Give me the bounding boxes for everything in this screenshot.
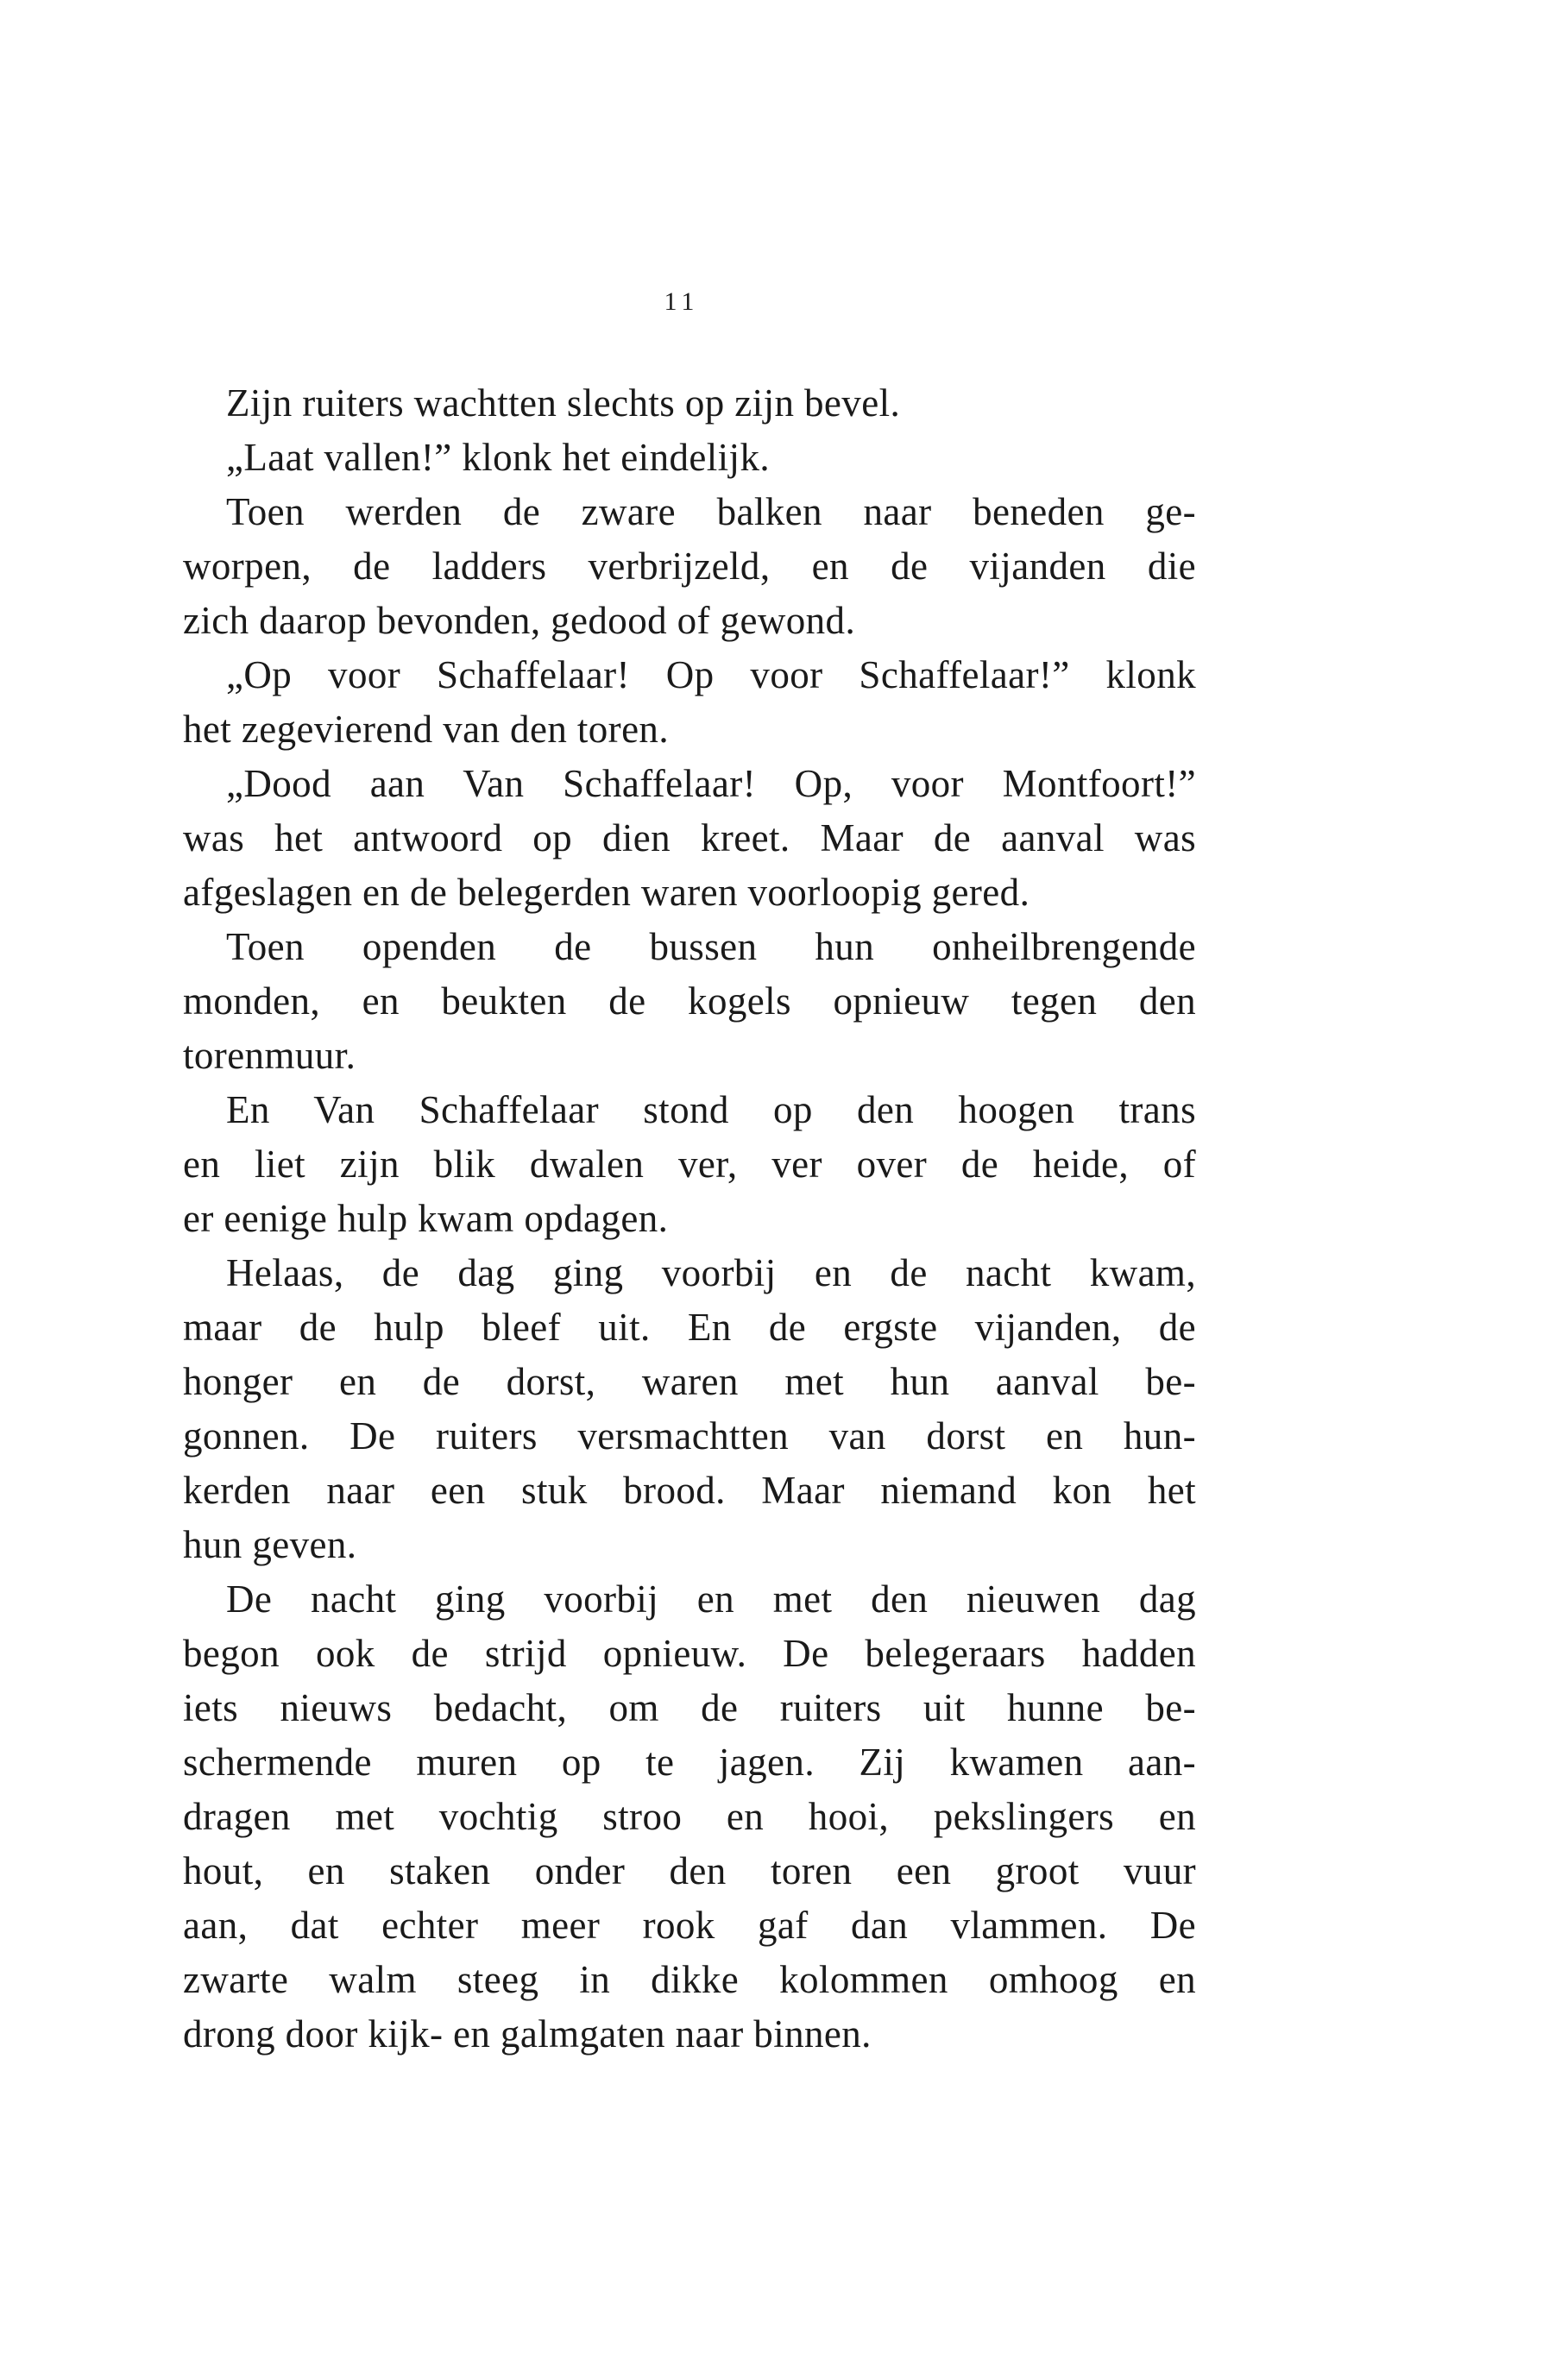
- text-line: begon ook de strijd opnieuw. De belegeraars hadden: [183, 1632, 1196, 1675]
- text-line: honger en de dorst, waren met hun aanval be-: [183, 1360, 1196, 1403]
- text-line: Helaas, de dag ging voorbij en de nacht kwam,: [226, 1251, 1196, 1294]
- text-line: het zegevierend van den toren.: [183, 708, 669, 751]
- text-line: iets nieuws bedacht, om de ruiters uit hunne be-: [183, 1686, 1196, 1729]
- text-line: hout, en staken onder den toren een groot vuur: [183, 1849, 1196, 1892]
- text-line: afgeslagen en de belegerden waren voorloopig gered.: [183, 871, 1030, 914]
- text-line: Zijn ruiters wachtten slechts op zijn bevel.: [226, 381, 901, 425]
- text-line: Toen openden de bussen hun onheilbrengende: [226, 925, 1196, 968]
- text-line: kerden naar een stuk brood. Maar niemand kon het: [183, 1469, 1196, 1512]
- page-number: 11: [664, 287, 700, 316]
- text-line: drong door kijk- en galmgaten naar binnen.: [183, 2012, 872, 2056]
- text-line: dragen met vochtig stroo en hooi, pekslingers en: [183, 1795, 1196, 1838]
- text-line: maar de hulp bleef uit. En de ergste vijanden, de: [183, 1306, 1196, 1349]
- text-line: schermende muren op te jagen. Zij kwamen aan-: [183, 1741, 1196, 1784]
- text-line: zich daarop bevonden, gedood of gewond.: [183, 599, 856, 642]
- text-line: er eenige hulp kwam opdagen.: [183, 1197, 669, 1240]
- text-line: zwarte walm steeg in dikke kolommen omhoog en: [183, 1958, 1196, 2001]
- text-line: was het antwoord op dien kreet. Maar de aanval was: [183, 816, 1196, 859]
- text-line: „Laat vallen!” klonk het eindelijk.: [226, 436, 771, 479]
- text-line: hun geven.: [183, 1523, 357, 1566]
- text-line: „Dood aan Van Schaffelaar! Op, voor Montfoort!”: [226, 762, 1196, 805]
- text-line: aan, dat echter meer rook gaf dan vlammen. De: [183, 1904, 1196, 1947]
- text-line: De nacht ging voorbij en met den nieuwen dag: [226, 1577, 1196, 1621]
- text-line: monden, en beukten de kogels opnieuw tegen den: [183, 979, 1196, 1023]
- text-line: torenmuur.: [183, 1034, 356, 1077]
- text-line: „Op voor Schaffelaar! Op voor Schaffelaar!” klonk: [226, 653, 1196, 696]
- text-line: Toen werden de zware balken naar beneden ge-: [226, 490, 1196, 533]
- text-line: gonnen. De ruiters versmachtten van dorst en hun-: [183, 1414, 1196, 1458]
- text-line: worpen, de ladders verbrijzeld, en de vijanden die: [183, 545, 1196, 588]
- text-line: En Van Schaffelaar stond op den hoogen trans: [226, 1088, 1196, 1131]
- text-line: en liet zijn blik dwalen ver, ver over de heide, of: [183, 1143, 1196, 1186]
- body-text: [183, 376, 1196, 2062]
